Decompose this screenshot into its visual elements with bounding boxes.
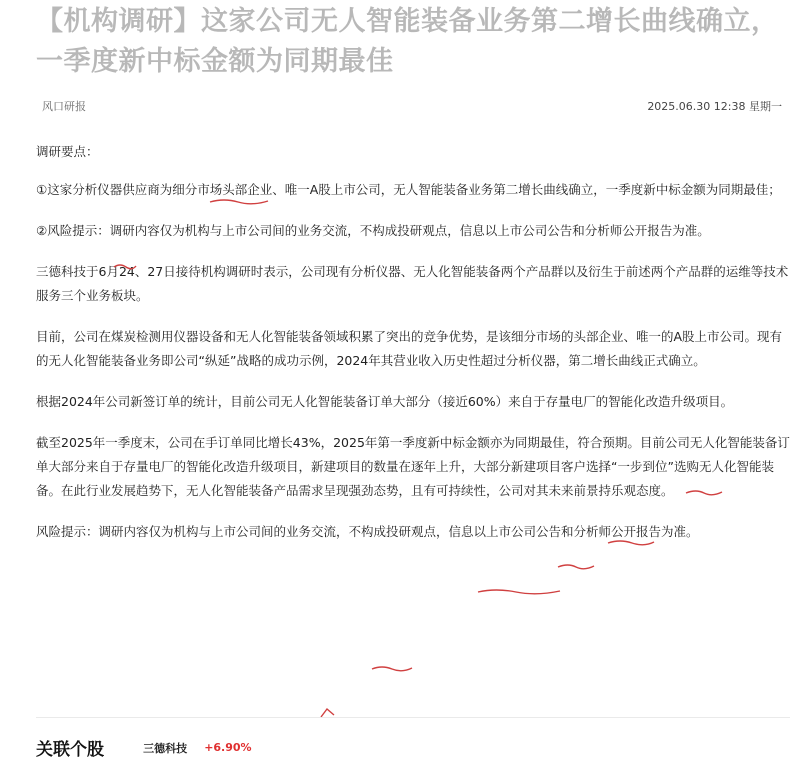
article-meta bbox=[36, 98, 782, 118]
article-paragraph: 风险提示：调研内容仅为机构与上市公司间的业务交流，不构成投研观点，信息以上市公司公告和分析师公开报告为准。 bbox=[36, 524, 699, 539]
article-paragraph: 目前，公司在煤炭检测用仪器设备和无人化智能装备领域积累了突出的竞争优势，是该细分市场的头部企业、唯一的A股上市公司。现有的无人化智能装备业务即公司“纵延”战略的成功示例，2024年其营业收入历史性超过分析仪器，第二增长曲线正式确立。 bbox=[36, 329, 783, 368]
related-stocks-title: 关联个股 bbox=[36, 740, 104, 760]
stock-change-badge: +6.90% bbox=[204, 741, 252, 754]
article-body bbox=[36, 140, 790, 561]
article-paragraph: 截至2025年一季度末，公司在手订单同比增长43%，2025年第一季度新中标金额亦为同期最佳，符合预期。目前公司无人化智能装备订单大部分来自于存量电厂的智能化改造升级项目，新建项目的数量在逐年上升，大部分新建项目客户选择“一步到位”选购无人化智能装备。在此行业发展趋势下，无人化智能装备产品需求呈现强劲态势，且有可持续性，公司对其未来前景持乐观态度。 bbox=[36, 435, 790, 498]
article-paragraph: ①这家分析仪器供应商为细分市场头部企业、唯一A股上市公司，无人智能装备业务第二增长曲线确立，一季度新中标金额为同期最佳； bbox=[36, 182, 781, 197]
related-stocks bbox=[36, 735, 252, 761]
article-datetime: 2025.06.30 12:38 星期一 bbox=[647, 100, 782, 113]
article-paragraph: ②风险提示：调研内容仅为机构与上市公司间的业务交流，不构成投研观点，信息以上市公司公告和分析师公开报告为准。 bbox=[36, 223, 710, 238]
article-paragraph: 调研要点： bbox=[36, 144, 99, 159]
section-divider bbox=[36, 717, 790, 718]
article-source[interactable]: 风口研报 bbox=[42, 100, 86, 113]
article-paragraph: 根据2024年公司新签订单的统计，目前公司无人化智能装备订单大部分（接近60%）来自于存量电厂的智能化改造升级项目。 bbox=[36, 394, 734, 409]
article-title: 【机构调研】这家公司无人智能装备业务第二增长曲线确立，一季度新中标金额为同期最佳 bbox=[36, 6, 779, 77]
article-paragraph: 三德科技于6月24、27日接待机构调研时表示，公司现有分析仪器、无人化智能装备两个产品群以及衍生于前述两个产品群的运维等技术服务三个业务板块。 bbox=[36, 264, 789, 303]
handwritten-annotation-mark bbox=[370, 664, 414, 674]
stock-name-link[interactable]: 三德科技 bbox=[143, 741, 188, 755]
handwritten-annotation-mark bbox=[476, 586, 562, 598]
handwritten-annotation-mark bbox=[556, 562, 596, 572]
